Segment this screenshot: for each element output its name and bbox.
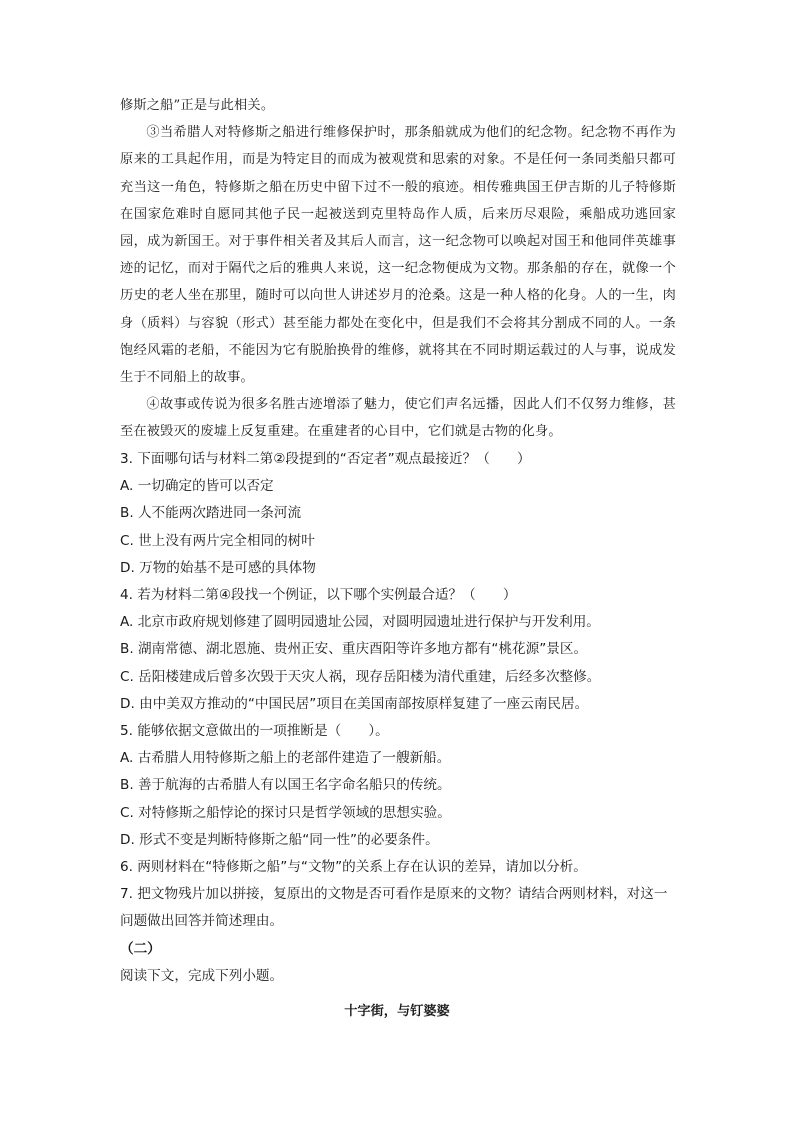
passage-lead-line: 修斯之船”正是与此相关。 <box>120 98 275 113</box>
question-5-option-d: D. 形式不变是判断特修斯之船“同一性”的必要条件。 <box>120 831 439 848</box>
question-4-option-c: C. 岳阳楼建成后曾多次毁于天灾人祸，现存岳阳楼为清代重建，后经多次整修。 <box>120 668 601 685</box>
passage-paragraph-3: ③当希腊人对特修斯之船进行维修保护时，那条船就成为他们的纪念物。纪念物不再作为原来的工具起作用，而是为特定目的而成为被观赏和思索的对象。不是任何一条同类船只都可充当这一角色，特修斯之船在历史中留下过不一般的痕迹。相传雅典国王伊吉斯的儿子特修斯在国家危难时自愿同其他子民一起被送到克里特岛作人质，后来历尽艰险，乘船成功逃回家园，成为新国王。对于事件相关者及其后人而言，这一纪念物可以唤起对国王和他同伴英雄事迹的记忆，而对于隔代之后的雅典人来说，这一纪念物便成为文物。那条船的存在，就像一个历史的老人坐在那里，随时可以向世人讲述岁月的沧桑。这是一种人格的化身。人的一生，肉身（质料）与容貌（形式）甚至能力都处在变化中，但是我们不会将其分割成不同的人。一条饱经风霜的老船，不能因为它有脱胎换骨的维修，就将其在不同时期运载过的人与事，说成发生于不同船上的故事。 <box>120 125 676 386</box>
section-instruction: 阅读下文，完成下列小题。 <box>120 967 284 984</box>
question-5-stem: 5. 能够依据文意做出的一项推断是（ ）。 <box>120 723 389 740</box>
question-5-option-a: A. 古希腊人用特修斯之船上的老部件建造了一艘新船。 <box>120 750 451 767</box>
question-3-option-c: C. 世上没有两片完全相同的树叶 <box>120 532 315 549</box>
question-4-option-a: A. 北京市政府规划修建了圆明园遗址公园，对圆明园遗址进行保护与开发利用。 <box>120 614 600 631</box>
question-4-stem: 4. 若为材料二第④段找一个例证，以下哪个实例最合适？（ ） <box>120 587 517 604</box>
material-passage <box>120 92 676 446</box>
question-3-option-b: B. 人不能两次踏进同一条河流 <box>120 505 302 522</box>
question-5-option-c: C. 对特修斯之船悖论的探讨只是哲学领域的思想实验。 <box>120 804 451 821</box>
question-3-option-a: A. 一切确定的皆可以否定 <box>120 478 274 495</box>
story-title: 十字街，与钉婆婆 <box>344 1004 450 1019</box>
question-3-stem: 3. 下面哪句话与材料二第②段提到的“否定者”观点最接近？（ ） <box>120 451 531 467</box>
passage-paragraph-4: ④故事或传说为很多名胜古迹增添了魅力，使它们声名远播，因此人们不仅努力维修，甚至在被毁灭的废墟上反复重建。在重建者的心目中，它们就是古物的化身。 <box>120 397 676 440</box>
question-3-option-d: D. 万物的始基不是可感的具体物 <box>120 559 316 576</box>
question-6: 6. 两则材料在“特修斯之船”与“文物”的关系上存在认识的差异，请加以分析。 <box>120 859 587 876</box>
question-5-option-b: B. 善于航海的古希腊人有以国王名字命名船只的传统。 <box>120 777 451 794</box>
question-7: 7. 把文物残片加以拼接，复原出的文物是否可看作是原来的文物？请结合两则材料，对这一问题做出回答并简述理由。 <box>120 886 668 930</box>
question-list <box>120 446 680 990</box>
section-label: （二） <box>120 940 161 957</box>
question-4-option-b: B. 湖南常德、湖北恩施、贵州正安、重庆酉阳等许多地方都有“桃花源”景区。 <box>120 641 588 658</box>
question-4-option-d: D. 由中美双方推动的“中国民居”项目在美国南部按原样复建了一座云南民居。 <box>120 695 589 712</box>
